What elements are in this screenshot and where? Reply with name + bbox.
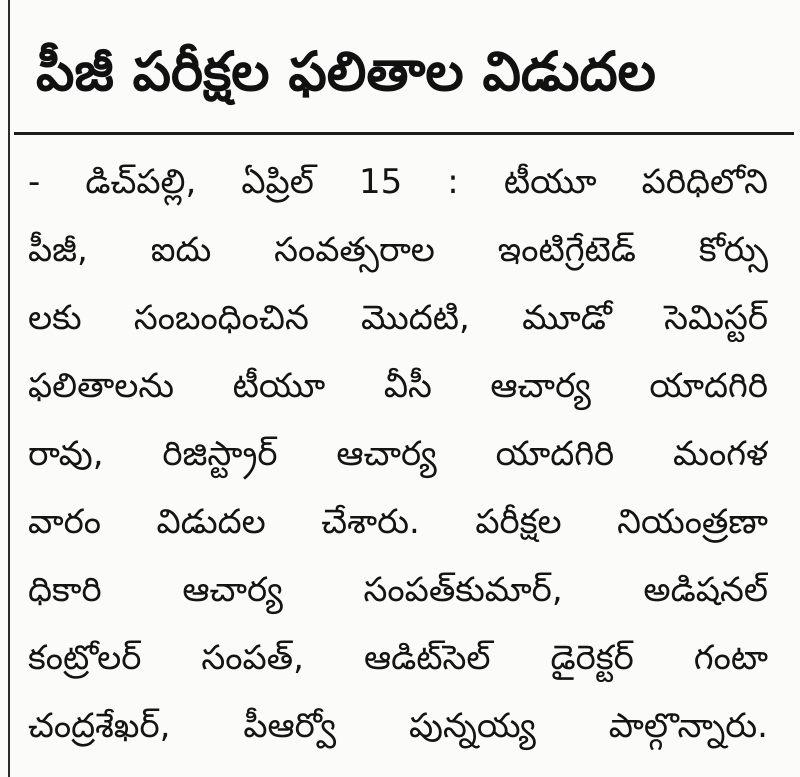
headline-underline	[14, 132, 794, 135]
article-line: ఫలితాలను టీయూ వీసీ ఆచార్య యాదగిరి	[28, 366, 768, 406]
article-line: - డిచ్‌పల్లి, ఏప్రిల్ 15 : టీయూ పరిధిలోని	[28, 162, 768, 202]
article-line: వారం విడుదల చేశారు. పరీక్షల నియంత్రణా	[28, 502, 768, 542]
article-body	[28, 148, 768, 760]
article-line: ధికారి ఆచార్య సంపత్‌కుమార్, అడిషనల్	[28, 570, 768, 610]
article-line: చంద్రశేఖర్, పీఆర్వో పున్నయ్య పాల్గొన్నారు.	[28, 706, 768, 746]
article-line: కంట్రోలర్ సంపత్, ఆడిట్‌సెల్ డైరెక్టర్ గంటా	[28, 638, 768, 678]
article-line: పీజీ, ఐదు సంవత్సరాల ఇంటిగ్రేటెడ్ కోర్సు	[28, 230, 768, 270]
article-line: రావు, రిజిస్ట్రార్ ఆచార్య యాదగిరి మంగళ	[28, 434, 768, 474]
article-line: లకు సంబంధించిన మొదటి, మూడో సెమిస్టర్	[28, 298, 768, 338]
column-rule	[8, 0, 10, 777]
headline: పీజీ పరీక్షల ఫలితాల విడుదల	[36, 40, 656, 103]
